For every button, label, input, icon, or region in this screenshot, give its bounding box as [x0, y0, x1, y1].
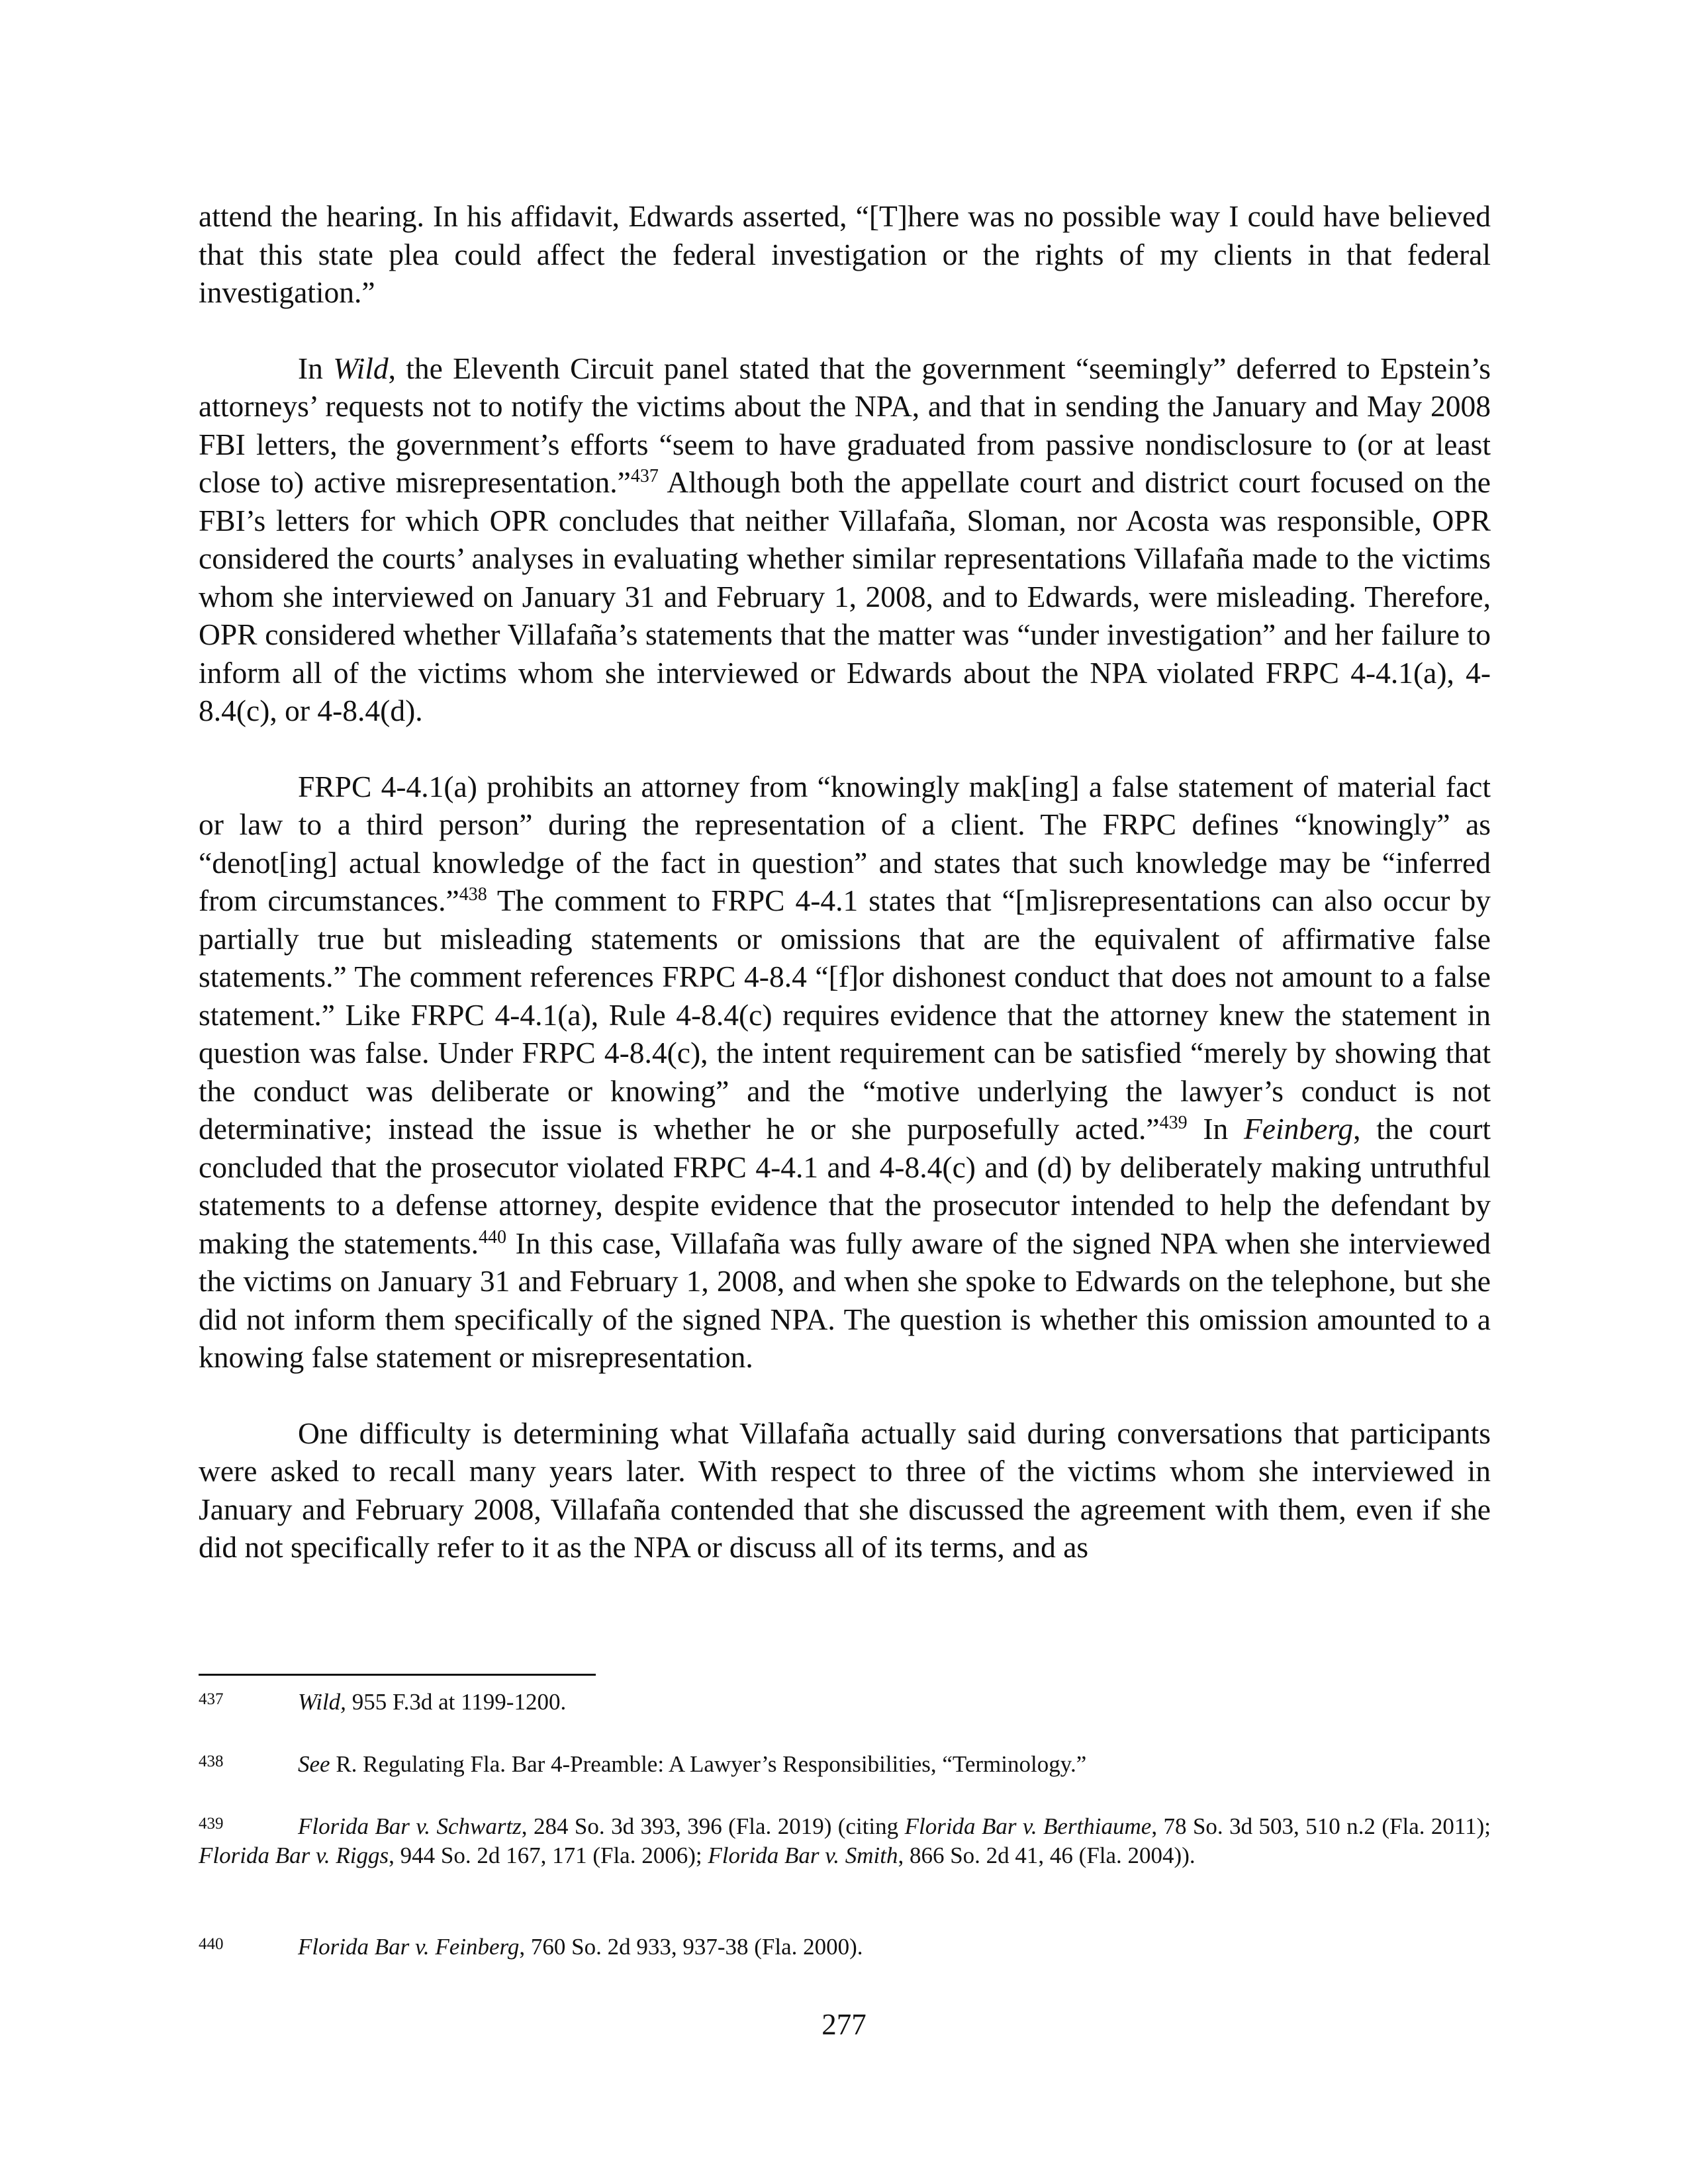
text-run: In: [298, 351, 334, 385]
footnote-ref-438[interactable]: 438: [459, 884, 487, 905]
text-run: , 760 So. 2d 933, 937-38 (Fla. 2000).: [519, 1934, 863, 1960]
text-run: Although both the appellate court and district court focused on the FBI’s letters for which OPR concludes that neither Villafaña, Sloman, nor Acosta was responsible, OPR considered the courts’ analyses in evaluating whether similar representations Villafaña made to the victims whom she interviewed on January 31 and February 1, 2008, and to Edwards, were misleading. Therefore, OPR considered whether Villafaña’s statements that the matter was “under investigation” and her failure to inform all of the victims whom she interviewed or Edwards about the NPA violated FRPC 4-4.1(a), 4-8.4(c), or 4-8.4(d).: [199, 465, 1491, 727]
text-run: , 78 So. 3d 503, 510 n.2 (Fla. 2011);: [1151, 1813, 1491, 1839]
text-run: , 944 So. 2d 167, 171 (Fla. 2006);: [389, 1843, 708, 1868]
footnote-separator: [199, 1674, 596, 1676]
text-run: , the Eleventh Circuit panel stated that the government “seemingly” deferred to Epstein’s attorneys’ requests not to notify the victims about the NPA, and that in sending the January and May 2008 FBI letters, the government’s efforts “seem to have graduated from passive nondisclosure to (or at least close to) active misrepresentation.”: [199, 351, 1491, 499]
text-run: In: [1187, 1112, 1244, 1146]
footnote-ref-440[interactable]: 440: [478, 1226, 506, 1248]
footnote-number: 439: [199, 1815, 224, 1833]
footnote-ref-437[interactable]: 437: [630, 465, 659, 486]
footnote-number: 440: [199, 1935, 224, 1953]
case-name: Wild,: [298, 1689, 346, 1715]
text-run: In this case, Villafaña was fully aware of the signed NPA when she interviewed the victims on January 31 and February 1, 2008, and when she spoke to Edwards on the telephone, but she did not inform them specifically of the signed NPA. The question is whether this omission amounted to a knowing false statement or misrepresentation.: [199, 1226, 1491, 1374]
page-number: 277: [821, 2008, 867, 2041]
footnote-text: [199, 1933, 1491, 1962]
signal-word: See: [298, 1751, 330, 1777]
footnote-text: [199, 1750, 1491, 1779]
paragraph-continuation: [199, 197, 1491, 312]
body-text: [199, 197, 1491, 1567]
text-run: 955 F.3d at 1199-1200.: [346, 1689, 567, 1715]
text-run: FRPC 4-4.1(a) prohibits an attorney from “knowingly mak[ing] a false statement of material fact or law to a third person” during the representation of a client. The FRPC defines “knowingly” as “denot[ing] actual knowledge of the fact in question” and states that such knowledge may be “inferred from circumstances.”: [199, 769, 1491, 917]
paragraph-frpc: [199, 768, 1491, 1377]
footnote-438: [199, 1750, 1491, 1779]
case-name: Florida Bar v. Berthiaume: [904, 1813, 1152, 1839]
case-name: Florida Bar v. Smith: [708, 1843, 898, 1868]
text-run: attend the hearing. In his affidavit, Edwards asserted, “[T]here was no possible way I could have believed that this state plea could affect the federal investigation or the rights of my clients in that federal investigation.”: [199, 199, 1491, 309]
case-name: Florida Bar v. Schwartz: [298, 1813, 522, 1839]
text-run: , 284 So. 3d 393, 396 (Fla. 2019) (citing: [521, 1813, 905, 1839]
text-run: , 866 So. 2d 41, 46 (Fla. 2004)).: [898, 1843, 1196, 1868]
footnote-number: 437: [199, 1690, 224, 1708]
footnote-437: [199, 1688, 1491, 1717]
text-run: The comment to FRPC 4-4.1 states that “[m]isrepresentations can also occur by partially true but misleading statements or omissions that are the equivalent of affirmative false statements.” The comment references FRPC 4-8.4 “[f]or dishonest conduct that does not amount to a false statement.” Like FRPC 4-4.1(a), Rule 4-8.4(c) requires evidence that the attorney knew the statement in question was false. Under FRPC 4-8.4(c), the intent requirement can be satisfied “merely by showing that the conduct was deliberate or knowing” and the “motive underlying the lawyer’s conduct is not determinative; instead the issue is whether he or she purposefully acted.”: [199, 884, 1491, 1146]
text-run: One difficulty is determining what Villafaña actually said during conversations that participants were asked to recall many years later. With respect to three of the victims whom she interviewed in January and February 2008, Villafaña contended that she discussed the agreement with them, even if she did not specifically refer to it as the NPA or discuss all of its terms, and as: [199, 1416, 1491, 1564]
footnote-number: 438: [199, 1752, 224, 1770]
footnote-440: [199, 1933, 1491, 1962]
text-run: R. Regulating Fla. Bar 4-Preamble: A Lawyer’s Responsibilities, “Terminology.”: [330, 1751, 1087, 1777]
case-name: Feinberg: [1243, 1112, 1354, 1146]
case-name: Florida Bar v. Riggs: [199, 1843, 389, 1868]
footnote-439: [199, 1812, 1491, 1870]
text-run: , the court concluded that the prosecutor violated FRPC 4-4.1 and 4-8.4(c) and (d) by deliberately making untruthful statements to a defense attorney, despite evidence that the prosecutor intended to help the defendant by making the statements.: [199, 1112, 1491, 1260]
footnote-ref-439[interactable]: 439: [1159, 1112, 1188, 1133]
case-name: Florida Bar v. Feinberg: [298, 1934, 520, 1960]
case-name: Wild: [333, 351, 389, 385]
footnote-text: [199, 1812, 1491, 1870]
paragraph-difficulty: [199, 1414, 1491, 1567]
footnote-text: [199, 1688, 1491, 1717]
paragraph-wild: [199, 349, 1491, 730]
